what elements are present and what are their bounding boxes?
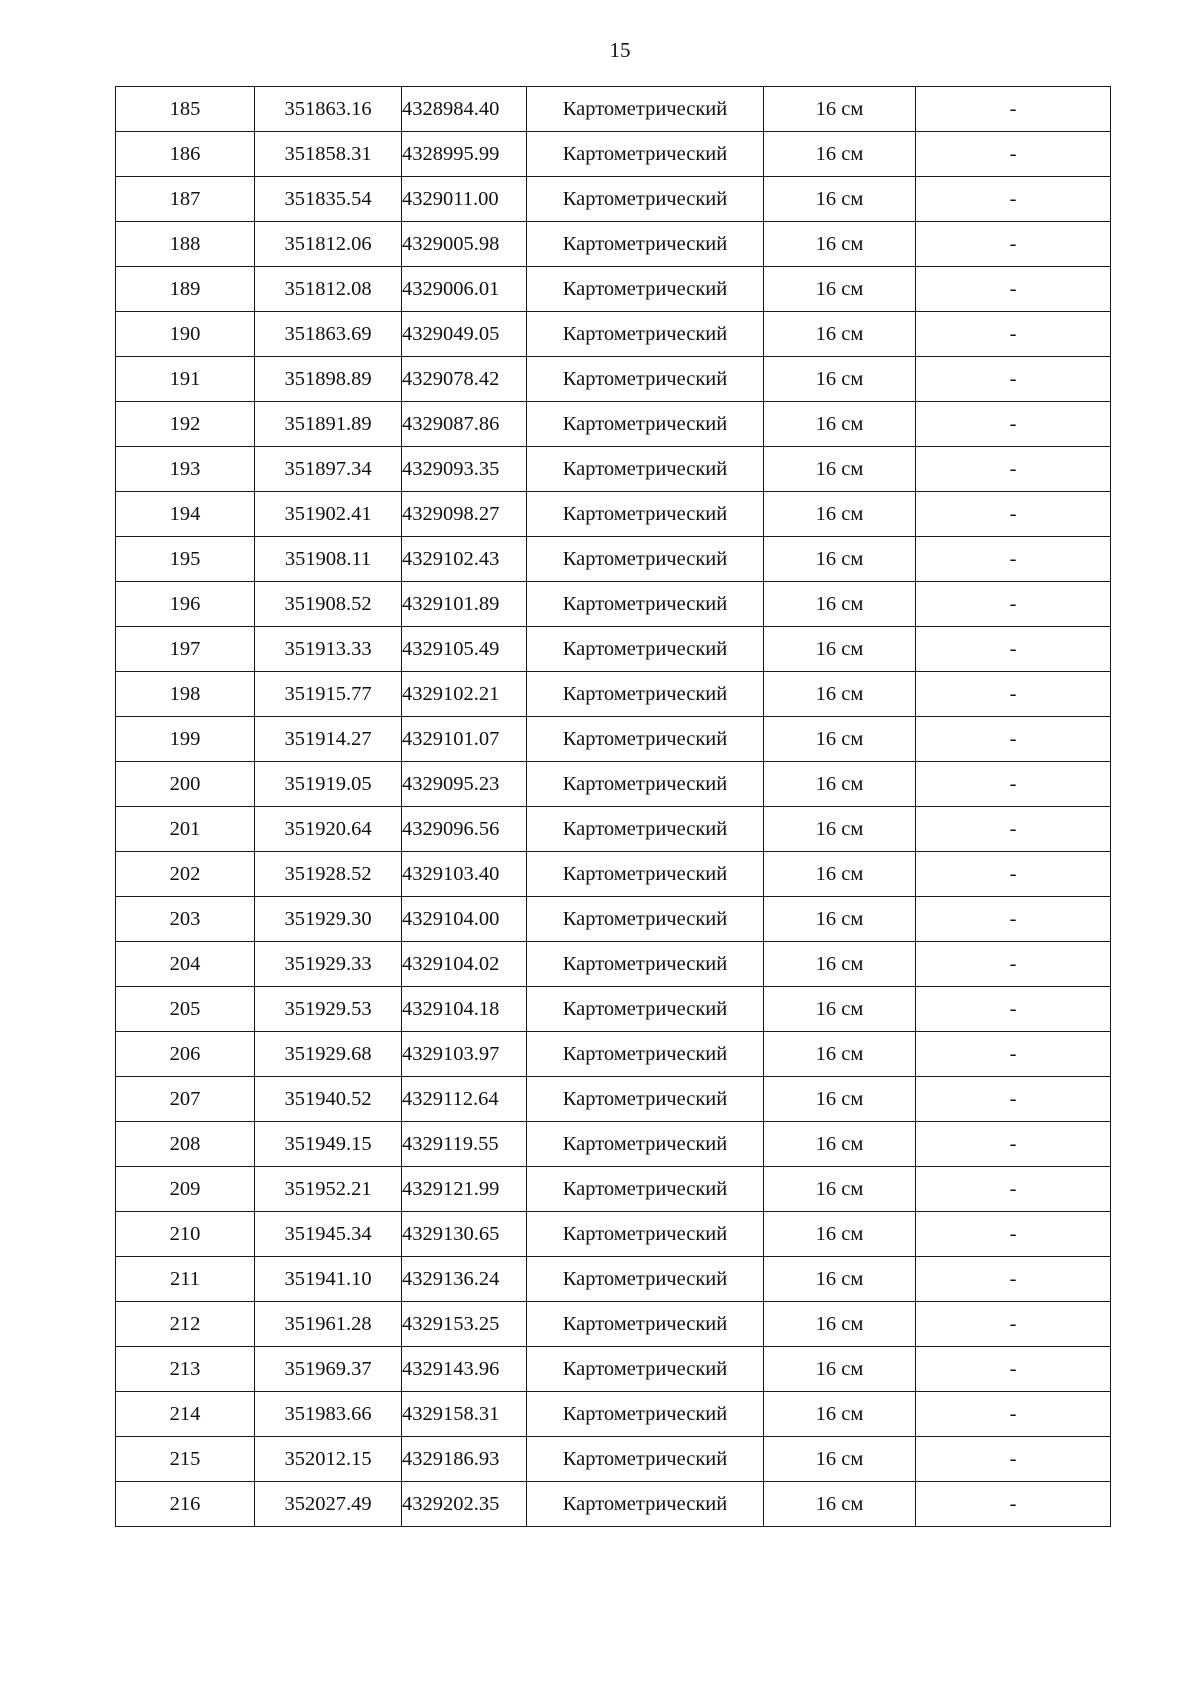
method-cell: Картометрический xyxy=(527,1347,764,1392)
method-cell: Картометрический xyxy=(527,1212,764,1257)
note-cell: - xyxy=(916,492,1111,537)
x-coordinate-cell: 351983.66 xyxy=(255,1392,402,1437)
x-coordinate-cell: 351863.16 xyxy=(255,87,402,132)
accuracy-cell: 16 см xyxy=(764,222,916,267)
point-number-cell: 197 xyxy=(116,627,255,672)
method-cell: Картометрический xyxy=(527,1437,764,1482)
table-row xyxy=(116,177,1111,222)
table-row xyxy=(116,627,1111,672)
table-row xyxy=(116,807,1111,852)
point-number-cell: 210 xyxy=(116,1212,255,1257)
method-cell: Картометрический xyxy=(527,447,764,492)
table-row xyxy=(116,1257,1111,1302)
method-cell: Картометрический xyxy=(527,1077,764,1122)
x-coordinate-cell: 351863.69 xyxy=(255,312,402,357)
accuracy-cell: 16 см xyxy=(764,1302,916,1347)
point-number-cell: 202 xyxy=(116,852,255,897)
table-row xyxy=(116,582,1111,627)
note-cell: - xyxy=(916,942,1111,987)
table-row xyxy=(116,1032,1111,1077)
table-row xyxy=(116,1077,1111,1122)
accuracy-cell: 16 см xyxy=(764,1032,916,1077)
table-row xyxy=(116,402,1111,447)
table-row xyxy=(116,87,1111,132)
x-coordinate-cell: 351915.77 xyxy=(255,672,402,717)
x-coordinate-cell: 351898.89 xyxy=(255,357,402,402)
point-number-cell: 200 xyxy=(116,762,255,807)
page-number: 15 xyxy=(609,38,631,62)
method-cell: Картометрический xyxy=(527,267,764,312)
method-cell: Картометрический xyxy=(527,942,764,987)
note-cell: - xyxy=(916,1392,1111,1437)
table-row xyxy=(116,1212,1111,1257)
y-coordinate-cell: 4329104.02 xyxy=(402,942,527,987)
note-cell: - xyxy=(916,87,1111,132)
accuracy-cell: 16 см xyxy=(764,672,916,717)
table-row xyxy=(116,1302,1111,1347)
accuracy-cell: 16 см xyxy=(764,1347,916,1392)
x-coordinate-cell: 351902.41 xyxy=(255,492,402,537)
table-row xyxy=(116,987,1111,1032)
point-number-cell: 187 xyxy=(116,177,255,222)
method-cell: Картометрический xyxy=(527,87,764,132)
x-coordinate-cell: 351929.53 xyxy=(255,987,402,1032)
method-cell: Картометрический xyxy=(527,132,764,177)
y-coordinate-cell: 4329104.00 xyxy=(402,897,527,942)
y-coordinate-cell: 4328984.40 xyxy=(402,87,527,132)
accuracy-cell: 16 см xyxy=(764,942,916,987)
note-cell: - xyxy=(916,1482,1111,1527)
y-coordinate-cell: 4329087.86 xyxy=(402,402,527,447)
y-coordinate-cell: 4329136.24 xyxy=(402,1257,527,1302)
point-number-cell: 193 xyxy=(116,447,255,492)
point-number-cell: 186 xyxy=(116,132,255,177)
point-number-cell: 207 xyxy=(116,1077,255,1122)
point-number-cell: 214 xyxy=(116,1392,255,1437)
point-number-cell: 204 xyxy=(116,942,255,987)
accuracy-cell: 16 см xyxy=(764,132,916,177)
y-coordinate-cell: 4329006.01 xyxy=(402,267,527,312)
method-cell: Картометрический xyxy=(527,987,764,1032)
table-row xyxy=(116,1122,1111,1167)
y-coordinate-cell: 4329102.21 xyxy=(402,672,527,717)
point-number-cell: 188 xyxy=(116,222,255,267)
x-coordinate-cell: 351835.54 xyxy=(255,177,402,222)
method-cell: Картометрический xyxy=(527,672,764,717)
point-number-cell: 206 xyxy=(116,1032,255,1077)
x-coordinate-cell: 351812.06 xyxy=(255,222,402,267)
accuracy-cell: 16 см xyxy=(764,87,916,132)
accuracy-cell: 16 см xyxy=(764,357,916,402)
point-number-cell: 211 xyxy=(116,1257,255,1302)
accuracy-cell: 16 см xyxy=(764,762,916,807)
method-cell: Картометрический xyxy=(527,537,764,582)
x-coordinate-cell: 351913.33 xyxy=(255,627,402,672)
table-row xyxy=(116,1437,1111,1482)
method-cell: Картометрический xyxy=(527,1122,764,1167)
x-coordinate-cell: 351961.28 xyxy=(255,1302,402,1347)
y-coordinate-cell: 4329121.99 xyxy=(402,1167,527,1212)
accuracy-cell: 16 см xyxy=(764,582,916,627)
note-cell: - xyxy=(916,897,1111,942)
method-cell: Картометрический xyxy=(527,222,764,267)
x-coordinate-cell: 351929.30 xyxy=(255,897,402,942)
point-number-cell: 190 xyxy=(116,312,255,357)
point-number-cell: 192 xyxy=(116,402,255,447)
y-coordinate-cell: 4329130.65 xyxy=(402,1212,527,1257)
table-row xyxy=(116,312,1111,357)
y-coordinate-cell: 4329101.07 xyxy=(402,717,527,762)
accuracy-cell: 16 см xyxy=(764,897,916,942)
coordinates-table xyxy=(115,86,1111,1527)
note-cell: - xyxy=(916,1077,1111,1122)
method-cell: Картометрический xyxy=(527,627,764,672)
point-number-cell: 208 xyxy=(116,1122,255,1167)
y-coordinate-cell: 4329102.43 xyxy=(402,537,527,582)
y-coordinate-cell: 4329096.56 xyxy=(402,807,527,852)
y-coordinate-cell: 4329112.64 xyxy=(402,1077,527,1122)
method-cell: Картометрический xyxy=(527,312,764,357)
y-coordinate-cell: 4329101.89 xyxy=(402,582,527,627)
table-row xyxy=(116,672,1111,717)
point-number-cell: 198 xyxy=(116,672,255,717)
accuracy-cell: 16 см xyxy=(764,492,916,537)
note-cell: - xyxy=(916,312,1111,357)
x-coordinate-cell: 352027.49 xyxy=(255,1482,402,1527)
table-row xyxy=(116,1392,1111,1437)
accuracy-cell: 16 см xyxy=(764,1077,916,1122)
table-row xyxy=(116,1347,1111,1392)
table-row xyxy=(116,717,1111,762)
method-cell: Картометрический xyxy=(527,717,764,762)
x-coordinate-cell: 351858.31 xyxy=(255,132,402,177)
accuracy-cell: 16 см xyxy=(764,447,916,492)
table-row xyxy=(116,852,1111,897)
point-number-cell: 195 xyxy=(116,537,255,582)
x-coordinate-cell: 351969.37 xyxy=(255,1347,402,1392)
note-cell: - xyxy=(916,987,1111,1032)
accuracy-cell: 16 см xyxy=(764,1437,916,1482)
note-cell: - xyxy=(916,1347,1111,1392)
point-number-cell: 185 xyxy=(116,87,255,132)
table-row xyxy=(116,447,1111,492)
note-cell: - xyxy=(916,852,1111,897)
table-row xyxy=(116,222,1111,267)
point-number-cell: 215 xyxy=(116,1437,255,1482)
x-coordinate-cell: 351897.34 xyxy=(255,447,402,492)
table-row xyxy=(116,267,1111,312)
table-row xyxy=(116,762,1111,807)
method-cell: Картометрический xyxy=(527,177,764,222)
method-cell: Картометрический xyxy=(527,1302,764,1347)
y-coordinate-cell: 4329153.25 xyxy=(402,1302,527,1347)
x-coordinate-cell: 351928.52 xyxy=(255,852,402,897)
x-coordinate-cell: 351812.08 xyxy=(255,267,402,312)
x-coordinate-cell: 351952.21 xyxy=(255,1167,402,1212)
note-cell: - xyxy=(916,1122,1111,1167)
table-body xyxy=(116,87,1111,1527)
x-coordinate-cell: 351940.52 xyxy=(255,1077,402,1122)
point-number-cell: 191 xyxy=(116,357,255,402)
accuracy-cell: 16 см xyxy=(764,852,916,897)
accuracy-cell: 16 см xyxy=(764,537,916,582)
x-coordinate-cell: 351929.68 xyxy=(255,1032,402,1077)
x-coordinate-cell: 352012.15 xyxy=(255,1437,402,1482)
y-coordinate-cell: 4329078.42 xyxy=(402,357,527,402)
note-cell: - xyxy=(916,132,1111,177)
note-cell: - xyxy=(916,177,1111,222)
note-cell: - xyxy=(916,1437,1111,1482)
y-coordinate-cell: 4329103.97 xyxy=(402,1032,527,1077)
y-coordinate-cell: 4329119.55 xyxy=(402,1122,527,1167)
y-coordinate-cell: 4329095.23 xyxy=(402,762,527,807)
method-cell: Картометрический xyxy=(527,852,764,897)
method-cell: Картометрический xyxy=(527,1257,764,1302)
point-number-cell: 196 xyxy=(116,582,255,627)
note-cell: - xyxy=(916,1257,1111,1302)
note-cell: - xyxy=(916,267,1111,312)
y-coordinate-cell: 4329186.93 xyxy=(402,1437,527,1482)
point-number-cell: 201 xyxy=(116,807,255,852)
table-row xyxy=(116,537,1111,582)
point-number-cell: 194 xyxy=(116,492,255,537)
y-coordinate-cell: 4328995.99 xyxy=(402,132,527,177)
accuracy-cell: 16 см xyxy=(764,627,916,672)
x-coordinate-cell: 351891.89 xyxy=(255,402,402,447)
table-row xyxy=(116,357,1111,402)
y-coordinate-cell: 4329005.98 xyxy=(402,222,527,267)
method-cell: Картометрический xyxy=(527,357,764,402)
note-cell: - xyxy=(916,402,1111,447)
note-cell: - xyxy=(916,627,1111,672)
note-cell: - xyxy=(916,1167,1111,1212)
note-cell: - xyxy=(916,537,1111,582)
note-cell: - xyxy=(916,1302,1111,1347)
x-coordinate-cell: 351914.27 xyxy=(255,717,402,762)
x-coordinate-cell: 351949.15 xyxy=(255,1122,402,1167)
y-coordinate-cell: 4329098.27 xyxy=(402,492,527,537)
x-coordinate-cell: 351908.11 xyxy=(255,537,402,582)
note-cell: - xyxy=(916,447,1111,492)
point-number-cell: 209 xyxy=(116,1167,255,1212)
accuracy-cell: 16 см xyxy=(764,1392,916,1437)
accuracy-cell: 16 см xyxy=(764,1122,916,1167)
note-cell: - xyxy=(916,807,1111,852)
note-cell: - xyxy=(916,357,1111,402)
accuracy-cell: 16 см xyxy=(764,1257,916,1302)
y-coordinate-cell: 4329104.18 xyxy=(402,987,527,1032)
x-coordinate-cell: 351908.52 xyxy=(255,582,402,627)
note-cell: - xyxy=(916,762,1111,807)
method-cell: Картометрический xyxy=(527,807,764,852)
x-coordinate-cell: 351945.34 xyxy=(255,1212,402,1257)
y-coordinate-cell: 4329202.35 xyxy=(402,1482,527,1527)
method-cell: Картометрический xyxy=(527,1032,764,1077)
note-cell: - xyxy=(916,1032,1111,1077)
method-cell: Картометрический xyxy=(527,762,764,807)
point-number-cell: 189 xyxy=(116,267,255,312)
y-coordinate-cell: 4329105.49 xyxy=(402,627,527,672)
y-coordinate-cell: 4329158.31 xyxy=(402,1392,527,1437)
x-coordinate-cell: 351941.10 xyxy=(255,1257,402,1302)
accuracy-cell: 16 см xyxy=(764,987,916,1032)
point-number-cell: 216 xyxy=(116,1482,255,1527)
accuracy-cell: 16 см xyxy=(764,717,916,762)
table-row xyxy=(116,132,1111,177)
y-coordinate-cell: 4329011.00 xyxy=(402,177,527,222)
point-number-cell: 212 xyxy=(116,1302,255,1347)
method-cell: Картометрический xyxy=(527,1167,764,1212)
method-cell: Картометрический xyxy=(527,1392,764,1437)
y-coordinate-cell: 4329093.35 xyxy=(402,447,527,492)
method-cell: Картометрический xyxy=(527,582,764,627)
point-number-cell: 205 xyxy=(116,987,255,1032)
table-row xyxy=(116,897,1111,942)
note-cell: - xyxy=(916,1212,1111,1257)
x-coordinate-cell: 351929.33 xyxy=(255,942,402,987)
y-coordinate-cell: 4329103.40 xyxy=(402,852,527,897)
accuracy-cell: 16 см xyxy=(764,1482,916,1527)
accuracy-cell: 16 см xyxy=(764,402,916,447)
accuracy-cell: 16 см xyxy=(764,1167,916,1212)
accuracy-cell: 16 см xyxy=(764,1212,916,1257)
note-cell: - xyxy=(916,582,1111,627)
method-cell: Картометрический xyxy=(527,897,764,942)
table-row xyxy=(116,492,1111,537)
note-cell: - xyxy=(916,222,1111,267)
y-coordinate-cell: 4329143.96 xyxy=(402,1347,527,1392)
note-cell: - xyxy=(916,672,1111,717)
accuracy-cell: 16 см xyxy=(764,177,916,222)
accuracy-cell: 16 см xyxy=(764,312,916,357)
table-row xyxy=(116,1167,1111,1212)
table-row xyxy=(116,942,1111,987)
point-number-cell: 213 xyxy=(116,1347,255,1392)
note-cell: - xyxy=(916,717,1111,762)
table-row xyxy=(116,1482,1111,1527)
point-number-cell: 203 xyxy=(116,897,255,942)
method-cell: Картометрический xyxy=(527,402,764,447)
accuracy-cell: 16 см xyxy=(764,267,916,312)
point-number-cell: 199 xyxy=(116,717,255,762)
y-coordinate-cell: 4329049.05 xyxy=(402,312,527,357)
accuracy-cell: 16 см xyxy=(764,807,916,852)
x-coordinate-cell: 351919.05 xyxy=(255,762,402,807)
x-coordinate-cell: 351920.64 xyxy=(255,807,402,852)
method-cell: Картометрический xyxy=(527,1482,764,1527)
method-cell: Картометрический xyxy=(527,492,764,537)
